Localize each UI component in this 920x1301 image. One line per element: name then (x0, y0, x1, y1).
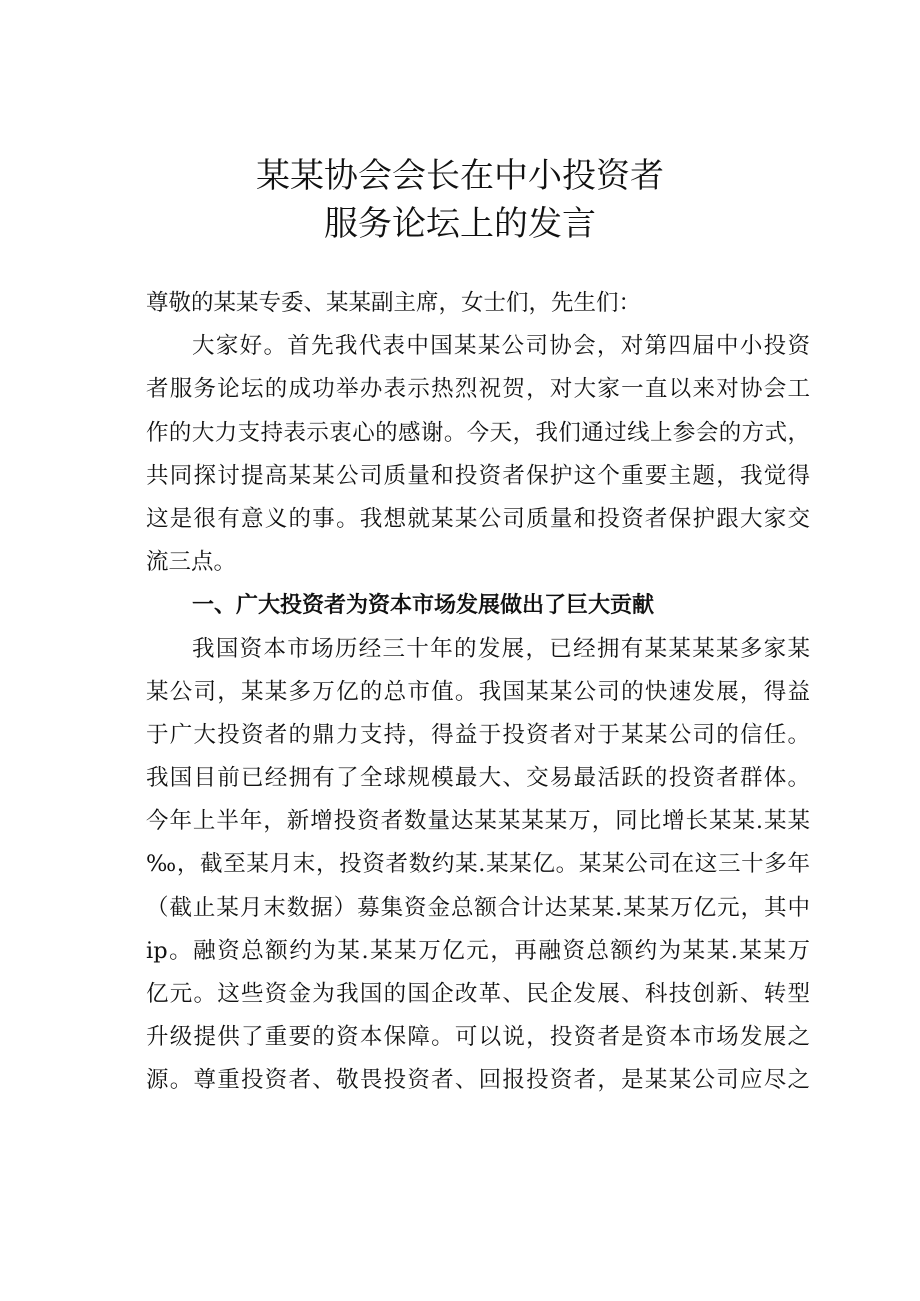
paragraph-2-line-11: 源。尊重投资者、敬畏投资者、回报投资者，是某某公司应尽之 (146, 1067, 810, 1094)
paragraph-2-line-9: 亿元。这些资金为我国的国企改革、民企发展、科技创新、转型 (146, 981, 810, 1007)
paragraph-1-line-4: 共同探讨提高某某公司质量和投资者保护这个重要主题，我觉得 (146, 462, 810, 489)
document-title (0, 152, 920, 248)
paragraph-1-line-5: 这是很有意义的事。我想就某某公司质量和投资者保护跟大家交 (146, 505, 810, 532)
paragraph-1-line-1: 大家好。首先我代表中国某某公司协会，对第四届中小投资 (192, 333, 810, 360)
paragraph-2-line-5: 今年上半年，新增投资者数量达某某某某万，同比增长某某.某某 (146, 808, 810, 835)
section-1-heading: 一、广大投资者为资本市场发展做出了巨大贡献 (192, 593, 655, 619)
paragraph-2-line-3: 于广大投资者的鼎力支持，得益于投资者对于某某公司的信任。 (146, 721, 810, 748)
paragraph-2-line-10: 升级提供了重要的资本保障。可以说，投资者是资本市场发展之 (146, 1024, 810, 1051)
title-line-2: 服务论坛上的发言 (324, 204, 596, 244)
title-line-1: 某某协会会长在中小投资者 (256, 156, 664, 196)
salutation: 尊敬的某某专委、某某副主席，女士们，先生们： (146, 290, 642, 316)
paragraph-2-line-8: ip。融资总额约为某.某某万亿元，再融资总额约为某某.某某万 (146, 937, 810, 964)
document-body (146, 282, 810, 1103)
paragraph-1-line-3: 作的大力支持表示衷心的感谢。今天，我们通过线上参会的方式， (146, 419, 810, 446)
paragraph-1-line-6: 流三点。 (146, 549, 237, 576)
paragraph-2-line-1: 我国资本市场历经三十年的发展，已经拥有某某某某多家某 (192, 635, 810, 662)
paragraph-2-line-4: 我国目前已经拥有了全球规模最大、交易最活跃的投资者群体。 (146, 765, 810, 792)
paragraph-2-line-2: 某公司，某某多万亿的总市值。我国某某公司的快速发展，得益 (146, 678, 810, 705)
paragraph-2-line-6: ‰，截至某月末，投资者数约某.某某亿。某某公司在这三十多年 (146, 851, 810, 878)
paragraph-2-line-7: （截止某月末数据）募集资金总额合计达某某.某某万亿元，其中 (146, 894, 810, 921)
paragraph-1-line-2: 者服务论坛的成功举办表示热烈祝贺，对大家一直以来对协会工 (146, 376, 810, 403)
